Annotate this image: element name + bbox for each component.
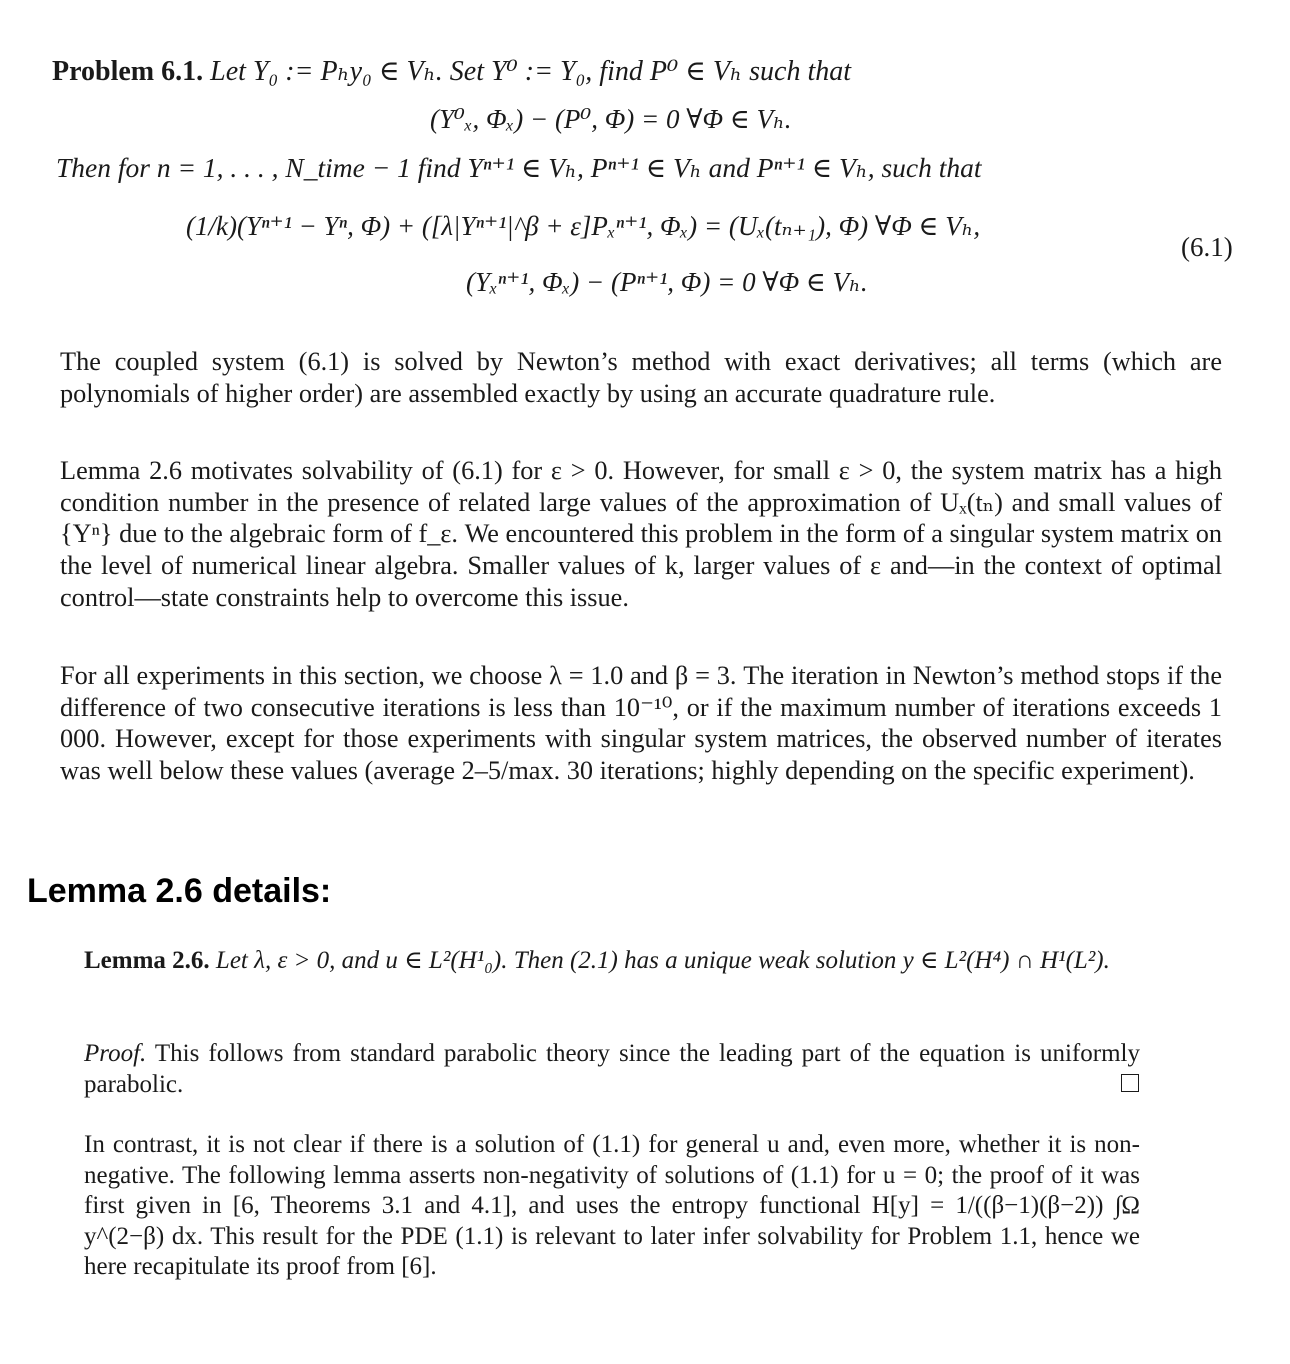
paragraph-lemma-motivation xyxy=(60,455,1222,614)
equation-2 xyxy=(466,266,868,298)
lemma-statement xyxy=(84,946,1140,977)
paragraph-experiments xyxy=(60,660,1222,787)
proof-text: This follows from standard parabolic theory since the leading part of the equation is uniformly parabolic. xyxy=(84,1040,1140,1098)
lemma-text: Let λ, ε > 0, and u ∈ L²(H¹₀). Then (2.1) has a unique weak solution y ∈ L²(H⁴) ∩ H¹(L²). xyxy=(215,947,1110,974)
equation-1-text: (1/k)(Yⁿ⁺¹ − Yⁿ, Φ) + ([λ|Yⁿ⁺¹|^β + ε]Pₓⁿ⁺¹, Φₓ) = (Uₓ(tₙ₊₁), Φ) ∀Φ ∈ Vₕ, xyxy=(186,211,981,241)
problem-line-1-text: Let Y₀ := Pₕy₀ ∈ Vₕ. Set Y⁰ := Y₀, find P⁰ ∈ Vₕ such that xyxy=(210,56,852,87)
problem-line-2-text: Then for n = 1, . . . , N_time − 1 find Yⁿ⁺¹ ∈ Vₕ, Pⁿ⁺¹ ∈ Vₕ and Pⁿ⁺¹ ∈ Vₕ, such that xyxy=(56,152,982,183)
equation-0 xyxy=(430,103,792,135)
equation-number xyxy=(1181,232,1233,263)
proof-label: Proof. xyxy=(84,1040,147,1067)
equation-number-text: (6.1) xyxy=(1181,232,1233,262)
section-heading-text: Lemma 2.6 details: xyxy=(27,872,332,910)
equation-0-text: (Y⁰ₓ, Φₓ) − (P⁰, Φ) = 0 ∀Φ ∈ Vₕ. xyxy=(430,104,792,134)
section-heading xyxy=(27,872,331,911)
equation-1 xyxy=(186,210,980,242)
paragraph-contrast xyxy=(84,1130,1140,1283)
paragraph-experiments-text: For all experiments in this section, we choose λ = 1.0 and β = 3. The iteration in Newton’s method stops if the difference of two consecutive iterations is less than 10⁻¹⁰, or if the maximum number of iterations exceeds 1 000. However, except for those experiments with singular system matrices, the observed number of iterates was well below these values (average 2–5/max. 30 iterations; highly depending on the specific experiment). xyxy=(60,661,1222,786)
equation-2-text: (Yₓⁿ⁺¹, Φₓ) − (Pⁿ⁺¹, Φ) = 0 ∀Φ ∈ Vₕ. xyxy=(466,267,868,297)
paragraph-newton xyxy=(60,346,1222,409)
problem-label: Problem 6.1. xyxy=(52,56,204,87)
paragraph-lemma-motivation-text: Lemma 2.6 motivates solvability of (6.1) for ε > 0. However, for small ε > 0, the system matrix has a high condition number in the presence of related large values of the approximation of Uₓ(tₙ) and small values of {Yⁿ} due to the algebraic form of f_ε. We encountered this problem in the form of a singular system matrix on the level of numerical linear algebra. Smaller values of k, larger values of ε and—in the context of optimal control—state constraints help to overcome this issue. xyxy=(60,456,1222,612)
paragraph-newton-text: The coupled system (6.1) is solved by Newton’s method with exact derivatives; all terms (which are polynomials of higher order) are assembled exactly by using an accurate quadrature rule. xyxy=(60,347,1222,408)
qed-box xyxy=(1121,1074,1139,1092)
problem-line-1 xyxy=(52,56,851,88)
lemma-label: Lemma 2.6. xyxy=(84,947,210,974)
qed-symbol xyxy=(1121,1074,1139,1096)
problem-line-2 xyxy=(56,152,982,184)
proof-block xyxy=(84,1039,1140,1100)
paragraph-contrast-text: In contrast, it is not clear if there is a solution of (1.1) for general u and, even more, whether it is non-negative. The following lemma asserts non-negativity of solutions of (1.1) for u = 0; the proof of it was first given in [6, Theorems 3.1 and 4.1], and uses the entropy functional H[y] = 1/((β−1)(β−2)) ∫Ω y^(2−β) dx. This result for the PDE (1.1) is relevant to later infer solvability for Problem 1.1, hence we here recapitulate its proof from [6]. xyxy=(84,1131,1140,1280)
